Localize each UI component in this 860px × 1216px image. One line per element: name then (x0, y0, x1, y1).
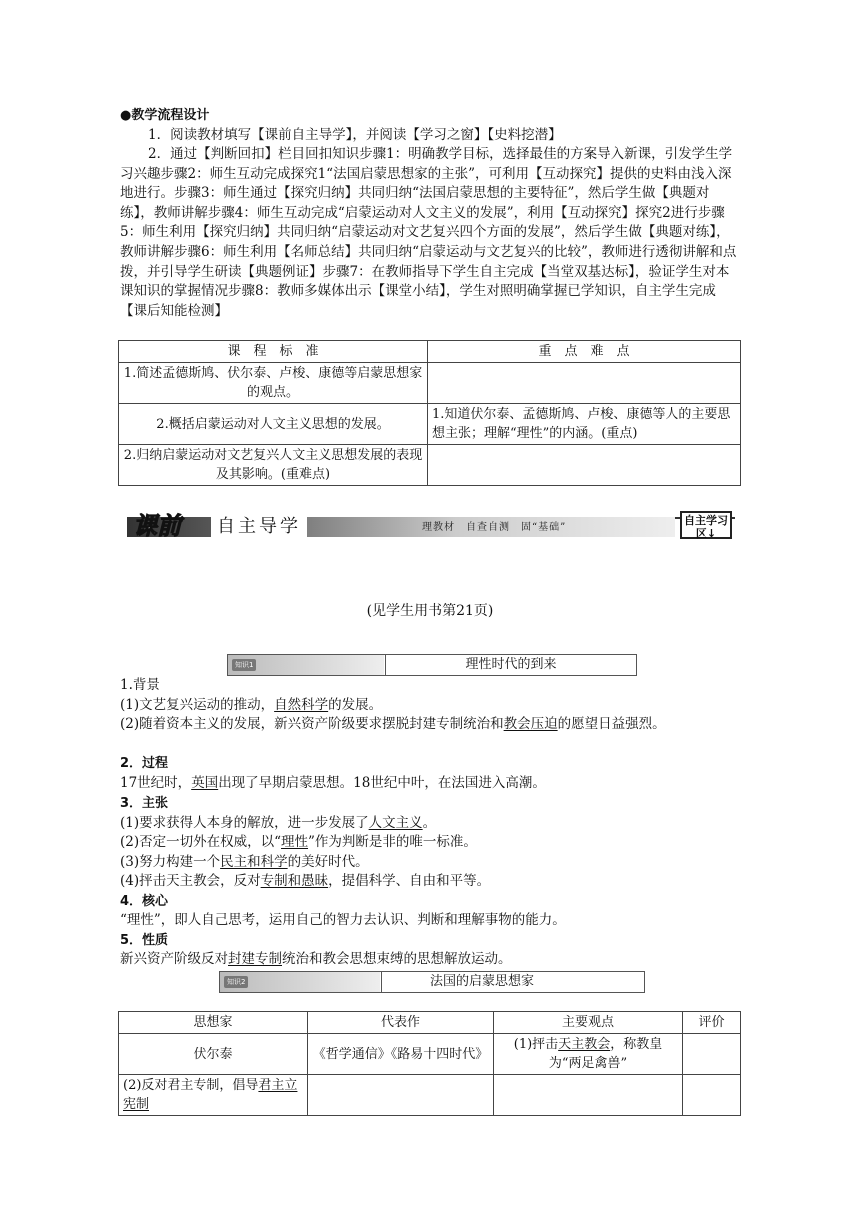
flow-step-2: 2．通过【判断回扣】栏目回扣知识步骤1：明确教学目标，选择最佳的方案导入新课，引发学生学习兴趣步骤2：师生互动完成探究1“法国启蒙思想家的主张”，可利用【互动探究】提供的史料由浅入深地进行。步骤3：师生通过【探究归纳】共同归纳“法国启蒙思想的主要特征”，然后学生做【典题对练】，教师讲解步骤4：师生互动完成“启蒙运动对人文主义的发展”，利用【互动探究】探究2进行步骤5：师生利用【探究归纳】共同归纳“启蒙运动对文艺复兴四个方面的发展”，然后学生做【典题对练】，教师讲解步骤6：师生利用【名师总结】共同归纳“启蒙运动与文艺复兴的比较”，教师进行透彻讲解和点拨，并引导学生研读【典题例证】步骤7：在教师指导下学生自主完成【当堂双基达标】，验证学生对本课知识的掌握情况步骤8：教师多媒体出示【课堂小结】，学生对照明确掌握已学知识，自主学生完成【课后知能检测】 (120, 146, 737, 319)
standard-row-2: 2.概括启蒙运动对人文主义思想的发展。 (119, 404, 428, 445)
self-study-area-box[interactable]: 自主学习区↓ (680, 511, 732, 539)
core-text: “理性”，即人自己思考，运用自己的智力去认识、判断和理解事物的能力。 (120, 912, 566, 928)
flow-heading: ●教学流程设计 (120, 108, 210, 123)
thinker-eval-voltaire (683, 1034, 741, 1075)
knowledge-1-title: 理性时代的到来 (465, 657, 557, 672)
claim-item-2: (2)否定一切外在权威，以“理性”作为判断是非的唯一标准。 (120, 834, 477, 850)
section-banner (127, 511, 737, 541)
table-cell-empty (683, 1075, 741, 1116)
nature-heading: 5．性质 (120, 933, 169, 948)
process-heading: 2．过程 (120, 756, 169, 771)
background-item-2: (2)随着资本主义的发展，新兴资产阶级要求摆脱封建专制统治和教会压迫的愿望日益强烈。 (120, 716, 666, 732)
thinkers-header-evaluation: 评价 (683, 1012, 741, 1034)
claim-item-3: (3)努力构建一个民主和科学的美好时代。 (120, 854, 369, 870)
thinker-name-voltaire: 伏尔泰 (119, 1034, 308, 1075)
thinker-view-2: (2)反对君主专制，倡导君主立宪制 (119, 1075, 308, 1116)
thinkers-header-works: 代表作 (308, 1012, 494, 1034)
claims-heading: 3．主张 (120, 796, 169, 811)
banner-bar (127, 517, 675, 537)
knowledge-1-chip: 知识1 (232, 659, 256, 671)
table-cell-empty (308, 1075, 494, 1116)
see-student-book: (见学生用书第21页) (366, 603, 494, 619)
knowledge-1-tag (227, 654, 637, 676)
standards-table (118, 340, 741, 486)
standard-row-1: 1.简述孟德斯鸠、伏尔泰、卢梭、康德等启蒙思想家的观点。 (119, 363, 428, 404)
thinker-view-voltaire: (1)抨击天主教会，称教皇为“两足禽兽” (494, 1034, 683, 1075)
thinkers-table (118, 1011, 741, 1116)
knowledge-2-tag (219, 971, 645, 993)
claim-item-1: (1)要求获得人本身的解放，进一步发展了人文主义。 (120, 815, 437, 831)
thinkers-header-thinker: 思想家 (119, 1012, 308, 1034)
thinker-works-voltaire: 《哲学通信》《路易十四时代》 (308, 1034, 494, 1075)
background-item-1: (1)文艺复兴运动的推动，自然科学的发展。 (120, 697, 383, 713)
claim-item-4: (4)抨击天主教会，反对专制和愚昧，提倡科学、自由和平等。 (120, 873, 491, 889)
process-text: 17世纪时，英国出现了早期启蒙思想。18世纪中叶，在法国进入高潮。 (120, 775, 546, 791)
table-header-standards: 课 程 标 准 (119, 341, 428, 363)
thinkers-header-views: 主要观点 (494, 1012, 683, 1034)
knowledge-2-title: 法国的启蒙思想家 (429, 974, 534, 989)
background-heading: 1.背景 (120, 677, 160, 693)
table-header-keypoints: 重 点 难 点 (428, 341, 741, 363)
keypoint-empty-2 (428, 445, 741, 486)
nature-text: 新兴资产阶级反对封建专制统治和教会思想束缚的思想解放运动。 (120, 951, 512, 967)
banner-title-big: 课前 (133, 511, 181, 540)
banner-title-small: 自主导学 (211, 514, 307, 540)
core-heading: 4．核心 (120, 894, 169, 909)
flow-step-1: 1．阅读教材填写【课前自主导学】，并阅读【学习之窗】【史料挖潜】 (148, 127, 562, 143)
keypoint-empty-1 (428, 363, 741, 404)
banner-slogan: 理教材 自查自测 固“基础” (422, 522, 567, 533)
standard-row-3: 2.归纳启蒙运动对文艺复兴人文主义思想发展的表现及其影响。(重难点) (119, 445, 428, 486)
knowledge-2-chip: 知识2 (224, 976, 248, 988)
table-cell-empty (494, 1075, 683, 1116)
keypoint-row-1: 1.知道伏尔泰、孟德斯鸠、卢梭、康德等人的主要思想主张；理解“理性”的内涵。(重点) (428, 404, 741, 445)
